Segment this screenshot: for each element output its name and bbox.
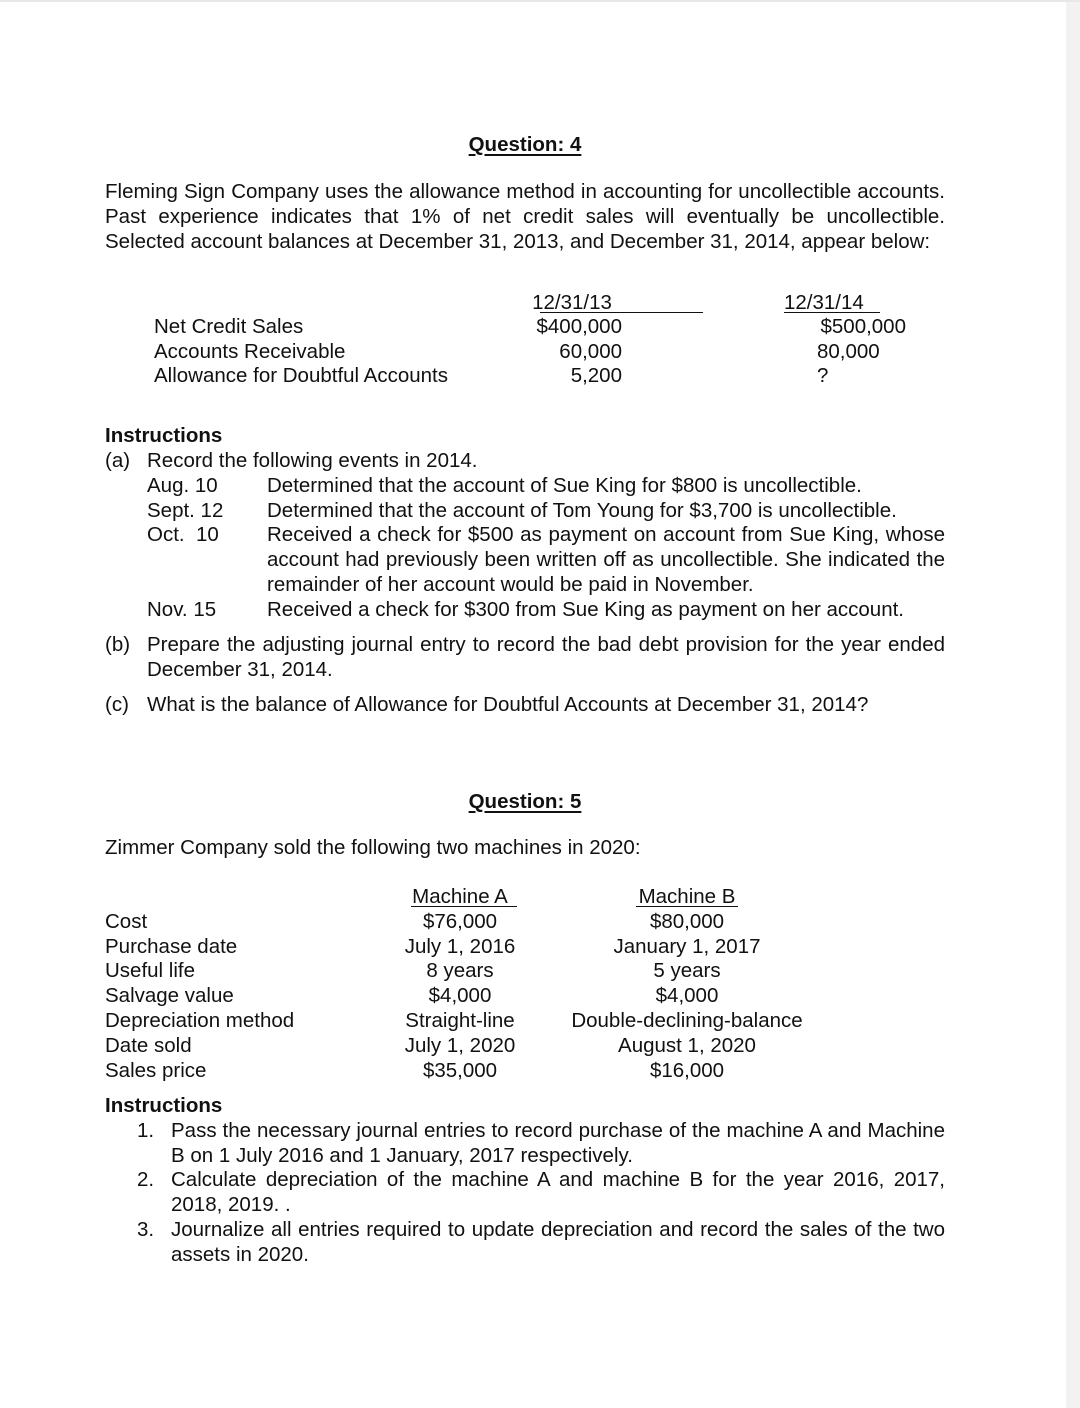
question-5-intro: Zimmer Company sold the following two machines in 2020: <box>105 836 641 859</box>
value-2013: $400,000 <box>536 315 622 338</box>
value-2014: ? <box>817 364 829 387</box>
event-date: Nov. 15 <box>147 598 217 621</box>
machine-b-value: January 1, 2017 <box>613 935 761 958</box>
instructions-title: Instructions <box>105 1094 223 1117</box>
item-number: 3. <box>137 1218 155 1241</box>
question-4-intro: Fleming Sign Company uses the allowance method in accounting for uncollectible accounts. Past experience indicates that 1% of net credit sales will eventually be uncollectible. Selected account balances at December 31, 2013, and December 31, 2014, appear below: <box>105 180 945 253</box>
part-b-text: Prepare the adjusting journal entry to record the bad debt provision for the year ended December 31, 2014. <box>147 633 945 681</box>
event-text: Received a check for $500 as payment on account from Sue King, whose account had previously been written off as uncollectible. She indicated the remainder of her account would be paid in November. <box>267 523 945 596</box>
machine-b-value: Double-declining-balance <box>571 1009 803 1032</box>
col-header-2013: 12/31/13 <box>532 291 612 314</box>
event-date: Oct. 10 <box>147 523 219 546</box>
page-edge <box>1066 2 1080 1408</box>
row-label: Depreciation method <box>105 1009 295 1032</box>
row-label: Cost <box>105 910 148 933</box>
machine-a-value: 8 years <box>426 959 494 982</box>
machine-a-value: July 1, 2016 <box>404 935 516 958</box>
machine-b-value: $4,000 <box>655 984 719 1007</box>
item-text: Pass the necessary journal entries to record purchase of the machine A and Machine B on 1 July 2016 and 1 January, 2017 respectively. <box>171 1119 945 1167</box>
value-2013: 5,200 <box>570 364 622 387</box>
event-date: Aug. 10 <box>147 474 218 497</box>
question-4-heading: Question: 4 <box>468 133 582 156</box>
row-label: Date sold <box>105 1034 192 1057</box>
value-2014: $500,000 <box>820 315 906 338</box>
part-a-marker: (a) <box>105 449 131 472</box>
part-a-text: Record the following events in 2014. <box>147 449 478 472</box>
value-2013: 60,000 <box>559 340 622 363</box>
part-c-marker: (c) <box>105 693 129 716</box>
row-label: Accounts Receivable <box>154 340 346 363</box>
event-text: Received a check for $300 from Sue King as payment on her account. <box>267 598 905 621</box>
col-header-machine-b: Machine B <box>638 885 736 908</box>
machine-b-value: $16,000 <box>649 1059 725 1082</box>
machine-a-underline <box>411 906 517 907</box>
event-date: Sept. 12 <box>147 499 224 522</box>
col-header-machine-a: Machine A <box>412 885 508 908</box>
instructions-title: Instructions <box>105 424 223 447</box>
machine-a-value: $4,000 <box>428 984 492 1007</box>
question-5-heading: Question: 5 <box>468 790 582 813</box>
machine-a-value: $76,000 <box>422 910 498 933</box>
machine-b-value: 5 years <box>653 959 721 982</box>
machine-b-value: $80,000 <box>649 910 725 933</box>
item-number: 2. <box>137 1168 155 1191</box>
item-text: Journalize all entries required to update depreciation and record the sales of the two assets in 2020. <box>171 1218 945 1266</box>
item-number: 1. <box>137 1119 155 1142</box>
col-2014-underline <box>784 312 880 313</box>
col-header-2014: 12/31/14 <box>784 291 864 314</box>
value-2014: 80,000 <box>817 340 880 363</box>
row-label: Useful life <box>105 959 196 982</box>
col-2013-underline <box>540 312 703 313</box>
row-label: Salvage value <box>105 984 234 1007</box>
item-text: Calculate depreciation of the machine A and machine B for the year 2016, 2017, 2018, 2019. . <box>171 1168 945 1216</box>
row-label: Sales price <box>105 1059 207 1082</box>
event-text: Determined that the account of Sue King for $800 is uncollectible. <box>267 474 862 497</box>
machine-b-value: August 1, 2020 <box>618 1034 756 1057</box>
row-label: Allowance for Doubtful Accounts <box>154 364 448 387</box>
event-text: Determined that the account of Tom Young for $3,700 is uncollectible. <box>267 499 897 522</box>
machine-a-value: $35,000 <box>422 1059 498 1082</box>
row-label: Purchase date <box>105 935 238 958</box>
part-b-marker: (b) <box>105 633 131 656</box>
row-label: Net Credit Sales <box>154 315 304 338</box>
machine-a-value: Straight-line <box>405 1009 515 1032</box>
machine-b-underline <box>636 906 738 907</box>
machine-a-value: July 1, 2020 <box>404 1034 516 1057</box>
part-c-text: What is the balance of Allowance for Doubtful Accounts at December 31, 2014? <box>147 693 869 716</box>
